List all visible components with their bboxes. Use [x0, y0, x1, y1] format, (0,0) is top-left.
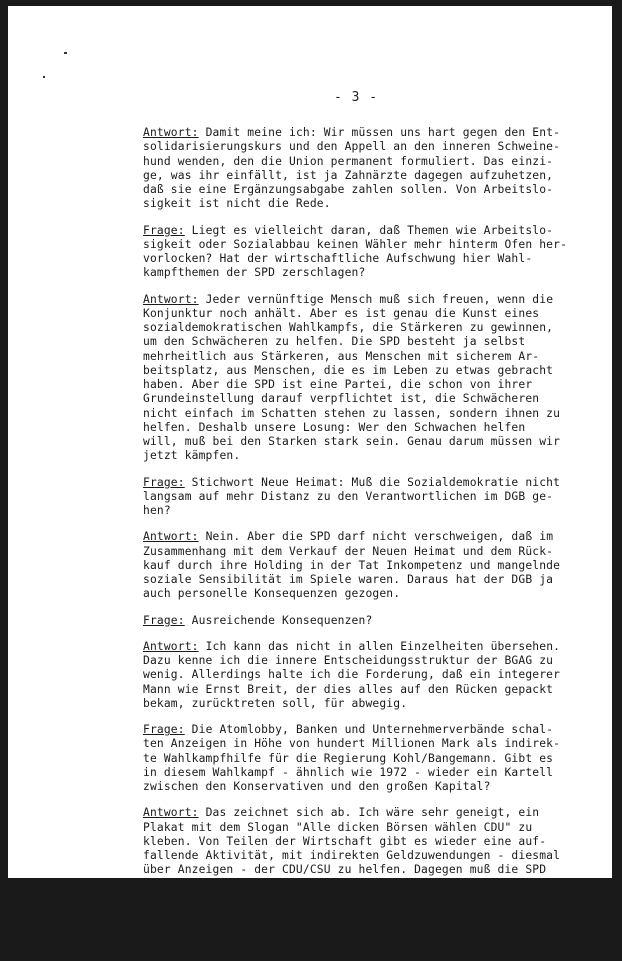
text-line [143, 668, 571, 682]
question-label: Frage: [143, 723, 185, 736]
line-text: beitsplatz, aus Menschen, die es im Leben zu etwas gebracht [143, 363, 554, 377]
answer-label: Antwort: [143, 639, 199, 653]
line-text: lition vermutlich in einem Verhältnis von acht zu eins un- [143, 920, 547, 934]
text-line [143, 392, 571, 406]
line-text: soziale Sensibilität im Spiele waren. Daraus hat der DGB ja [143, 573, 554, 586]
line-text: Konjunktur noch anhält. Aber es ist genau die Kunst eines [143, 306, 540, 320]
text-line [143, 126, 571, 140]
page-number: - 3 - [334, 90, 379, 105]
line-text: Nein. Aber die SPD darf nicht verschweigen, daß im [198, 530, 554, 544]
text-line [143, 587, 571, 601]
line-text: vorlocken? Hat der wirtschaftliche Aufschwung hier Wahl- [143, 252, 533, 265]
answer-label: Antwort: [143, 530, 199, 544]
text-line [143, 766, 571, 780]
text-line [143, 307, 571, 321]
text-line [143, 835, 571, 849]
line-text: haben. Aber die SPD ist eine Partei, die schon von ihrer [143, 378, 533, 391]
text-line [143, 364, 571, 378]
scan-speck [64, 52, 67, 54]
text-line [143, 421, 571, 435]
text-line [143, 545, 571, 559]
line-text: in diesem Wahlkampf - ähnlich wie 1972 - wieder ein Kartell [143, 765, 554, 779]
text-line [143, 335, 571, 349]
line-text: te Wahlkampfhilfe für die Regierung Kohl/Bangemann. Gibt es [143, 751, 554, 765]
text-line [143, 378, 571, 392]
paragraph [143, 640, 571, 711]
line-text: sigkeit oder Sozialabbau keinen Wähler mehr hinterm Ofen her- [143, 237, 568, 251]
line-text: um den Schwächeren zu helfen. Die SPD besteht ja selbst [143, 335, 526, 349]
text-line [143, 140, 571, 154]
paragraph [143, 806, 571, 949]
line-text: auch personelle Konsequenzen gezogen. [143, 587, 401, 601]
line-text: jetzt kämpfen. [143, 449, 241, 463]
line-text: einen Organisationswahlkampf setzen. Das heißt: Die SPD hat [143, 877, 554, 891]
text-line [143, 321, 571, 335]
text-line [143, 654, 571, 668]
text-line [143, 683, 571, 697]
line-text: Liegt es vielleicht daran, daß Themen wie Arbeitslo- [184, 223, 554, 237]
text-line [143, 238, 571, 252]
line-text: Die Atomlobby, Banken und Unternehmerverbände schal- [184, 723, 554, 736]
line-text: nur eine Chance durch den Mundfunk von hunderttausenden So- [143, 891, 554, 905]
text-line [143, 573, 571, 587]
paragraph [143, 614, 571, 628]
text-line [143, 293, 571, 307]
line-text: solidarisierungskurs und den Appell an den inneren Schweine- [143, 140, 561, 154]
text-line [143, 407, 571, 421]
paragraph [143, 293, 571, 464]
text-line [143, 849, 571, 863]
line-text: helfen. Deshalb unsere Losung: Wer den Schwachen helfen [143, 420, 526, 434]
paragraph [143, 530, 571, 601]
line-text: nicht einfach im Schatten stehen zu lassen, sondern ihnen zu [143, 406, 561, 420]
line-text: Ich kann das nicht in allen Einzelheiten übersehen. [198, 639, 561, 653]
line-text: Grundeinstellung darauf verpflichtet ist, die Schwächeren [143, 392, 540, 406]
interview-text [143, 126, 571, 961]
text-line [143, 821, 571, 835]
text-line [143, 197, 571, 211]
text-line [143, 252, 571, 266]
line-text: sozialdemokratischen Wahlkampfs, die Stärkeren zu gewinnen, [143, 321, 554, 334]
line-text: kleben. Von Teilen der Wirtschaft gibt es wieder eine auf- [143, 834, 547, 848]
line-text: zialdemokraten. In der Anzeigenbelegung ist die SPD der Koa- [143, 906, 561, 919]
line-text: hen? [143, 504, 171, 517]
text-line [143, 530, 571, 544]
answer-label: Antwort: [143, 292, 199, 306]
text-line [143, 780, 571, 794]
text-line [143, 504, 571, 518]
text-line [143, 476, 571, 490]
paragraph [143, 224, 571, 281]
text-line [143, 737, 571, 751]
line-text: mehrheitlich aus Stärkeren, aus Menschen mit sicherem Ar- [143, 349, 540, 363]
paragraph [143, 476, 571, 519]
text-line [143, 723, 571, 737]
line-text: Dazu kenne ich die innere Entscheidungsstruktur der BGAG zu [143, 654, 554, 667]
text-line [143, 449, 571, 463]
document-page [8, 6, 612, 948]
text-line [143, 169, 571, 183]
answer-label: Antwort: [143, 126, 199, 139]
text-line [143, 183, 571, 197]
line-text: daß sie eine Ergänzungsabgabe zahlen sollen. Von Arbeitslo- [143, 183, 554, 196]
line-text: fallende Aktivität, mit indirekten Geldzuwendungen - diesmal [143, 849, 561, 862]
line-text: sigkeit ist nicht die Rede. [143, 197, 331, 211]
text-line [143, 224, 571, 238]
line-text: wenig. Allerdings halte ich die Forderung, daß ein integerer [143, 668, 561, 682]
line-text: ten Anzeigen in Höhe von hundert Millionen Mark als indirek- [143, 737, 561, 751]
text-line [143, 640, 571, 654]
line-text: Ausreichende Konsequenzen? [184, 613, 373, 627]
text-line [143, 935, 571, 949]
line-text: Stichwort Neue Heimat: Muß die Sozialdemokratie nicht [184, 475, 561, 489]
line-text: Damit meine ich: Wir müssen uns hart gegen den Ent- [198, 126, 561, 139]
line-text: will, muß bei den Starken stark sein. Genau darum müssen wir [143, 435, 561, 448]
line-text: Das zeichnet sich ab. Ich wäre sehr geneigt, ein [198, 806, 540, 820]
line-text: ge, was ihr einfällt, ist ja Zahnärzte dagegen aufzuhetzen, [143, 168, 554, 182]
text-line [143, 806, 571, 820]
line-text: kampfthemen der SPD zerschlagen? [143, 266, 366, 280]
line-text: Zusammenhang mit dem Verkauf der Neuen Heimat und dem Rück- [143, 544, 554, 558]
text-line [143, 266, 571, 280]
paragraph [143, 126, 571, 212]
text-line [143, 350, 571, 364]
text-line [143, 697, 571, 711]
text-line [143, 435, 571, 449]
line-text: bekam, zurücktreten soll, für abwegig. [143, 696, 408, 710]
text-line [143, 559, 571, 573]
text-line [143, 892, 571, 906]
scan-speck [43, 76, 45, 78]
question-label: Frage: [143, 475, 185, 489]
question-label: Frage: [143, 223, 185, 237]
text-line [143, 614, 571, 628]
line-text: Mann wie Ernst Breit, der dies alles auf den Rücken gepackt [143, 682, 554, 696]
text-line [143, 863, 571, 877]
text-line [143, 752, 571, 766]
answer-label: Antwort: [143, 806, 199, 820]
text-line [143, 878, 571, 892]
question-label: Frage: [143, 613, 185, 627]
text-line [143, 920, 571, 934]
line-text: kauf durch ihre Holding in der Tat Inkompetenz und mangelnde [143, 558, 561, 572]
text-line [143, 906, 571, 920]
line-text: zwischen den Konservativen und den großen Kapital? [143, 780, 491, 793]
paragraph [143, 723, 571, 794]
line-text: über Anzeigen - der CDU/CSU zu helfen. Dagegen muß die SPD [143, 863, 547, 877]
text-line [143, 155, 571, 169]
line-text: Plakat mit dem Slogan "Alle dicken Börsen wählen CDU" zu [143, 820, 533, 834]
text-line [143, 490, 571, 504]
line-text: hund wenden, den die Union permanent formuliert. Das einzi- [143, 154, 554, 168]
line-text: terlegen. [143, 934, 206, 948]
line-text: langsam auf mehr Distanz zu den Verantwortlichen im DGB ge- [143, 489, 554, 503]
line-text: Jeder vernünftige Mensch muß sich freuen, wenn die [198, 292, 554, 306]
